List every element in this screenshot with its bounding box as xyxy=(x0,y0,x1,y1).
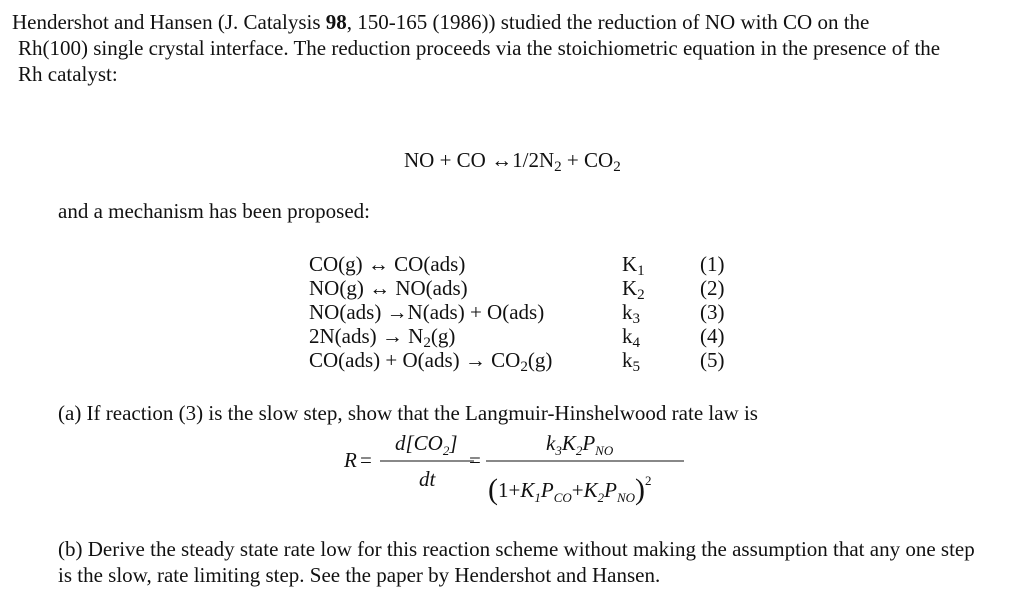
step-constant: $k_5$ xyxy=(622,348,641,375)
step-constant: $k_4$ xyxy=(622,324,641,351)
step-equation: CO(g) ↔ CO(ads) xyxy=(309,252,466,276)
rate-symbol: R xyxy=(344,448,357,472)
part-b-line-1: (b) Derive the steady state rate low for this reaction scheme without making the assumption that any one step xyxy=(58,537,975,561)
mechanism-step-3 xyxy=(309,300,769,327)
mechanism-step-4 xyxy=(309,324,769,351)
denominator-1: dt xyxy=(419,467,436,491)
problem-intro xyxy=(12,9,1017,87)
intro-line-1: Hendershot and Hansen (J. Catalysis 98, 150-165 (1986)) studied the reduction of NO with CO on the xyxy=(12,10,870,34)
rate-law-equation xyxy=(340,424,700,510)
mechanism-intro: and a mechanism has been proposed: xyxy=(58,199,370,223)
part-b-line-2: is the slow, rate limiting step. See the paper by Hendershot and Hansen. xyxy=(58,563,661,587)
step-number: (1) xyxy=(700,252,725,276)
intro-line-3: Rh catalyst: xyxy=(18,62,118,86)
part-a-question: (a) If reaction (3) is the slow step, show that the Langmuir-Hinshelwood rate law is xyxy=(58,401,758,425)
volume-number: 98 xyxy=(325,10,347,34)
step-equation: $CO(ads) + O(ads) \to CO_2(g)$ xyxy=(309,348,553,375)
part-b-question xyxy=(58,536,975,588)
mechanism-step-1 xyxy=(309,252,769,279)
step-constant: $k_3$ xyxy=(622,300,641,327)
step-equation: NO(g) ↔ NO(ads) xyxy=(309,276,468,300)
step-number: (2) xyxy=(700,276,725,300)
numerator-2: $k_3K_2P_{NO}$ xyxy=(546,431,614,458)
mechanism-step-2 xyxy=(309,276,769,303)
equals-sign: = xyxy=(360,448,372,472)
overall-reaction: NO + CO $\leftrightarrow 1/2N_2 + CO_2$ xyxy=(404,148,621,175)
numerator-1: $d[CO_2]$ xyxy=(395,431,458,458)
step-equation: $2N(ads) \to N_2(g)$ xyxy=(309,324,456,351)
mechanism-table xyxy=(309,252,769,375)
step-constant: $K_2$ xyxy=(622,276,645,303)
mechanism-step-5 xyxy=(309,348,769,375)
denominator-2: $(1+K_1P_{CO}+K_2P_{NO})^2$ xyxy=(488,473,652,506)
step-number: (4) xyxy=(700,324,725,348)
equals-sign: = xyxy=(469,448,481,472)
step-number: (3) xyxy=(700,300,725,324)
step-constant: $K_1$ xyxy=(622,252,645,279)
step-number: (5) xyxy=(700,348,725,372)
intro-line-2: Rh(100) single crystal interface. The reduction proceeds via the stoichiometric equation in the presence of the xyxy=(18,36,941,60)
step-equation: NO(ads) →N(ads) + O(ads) xyxy=(309,300,545,324)
